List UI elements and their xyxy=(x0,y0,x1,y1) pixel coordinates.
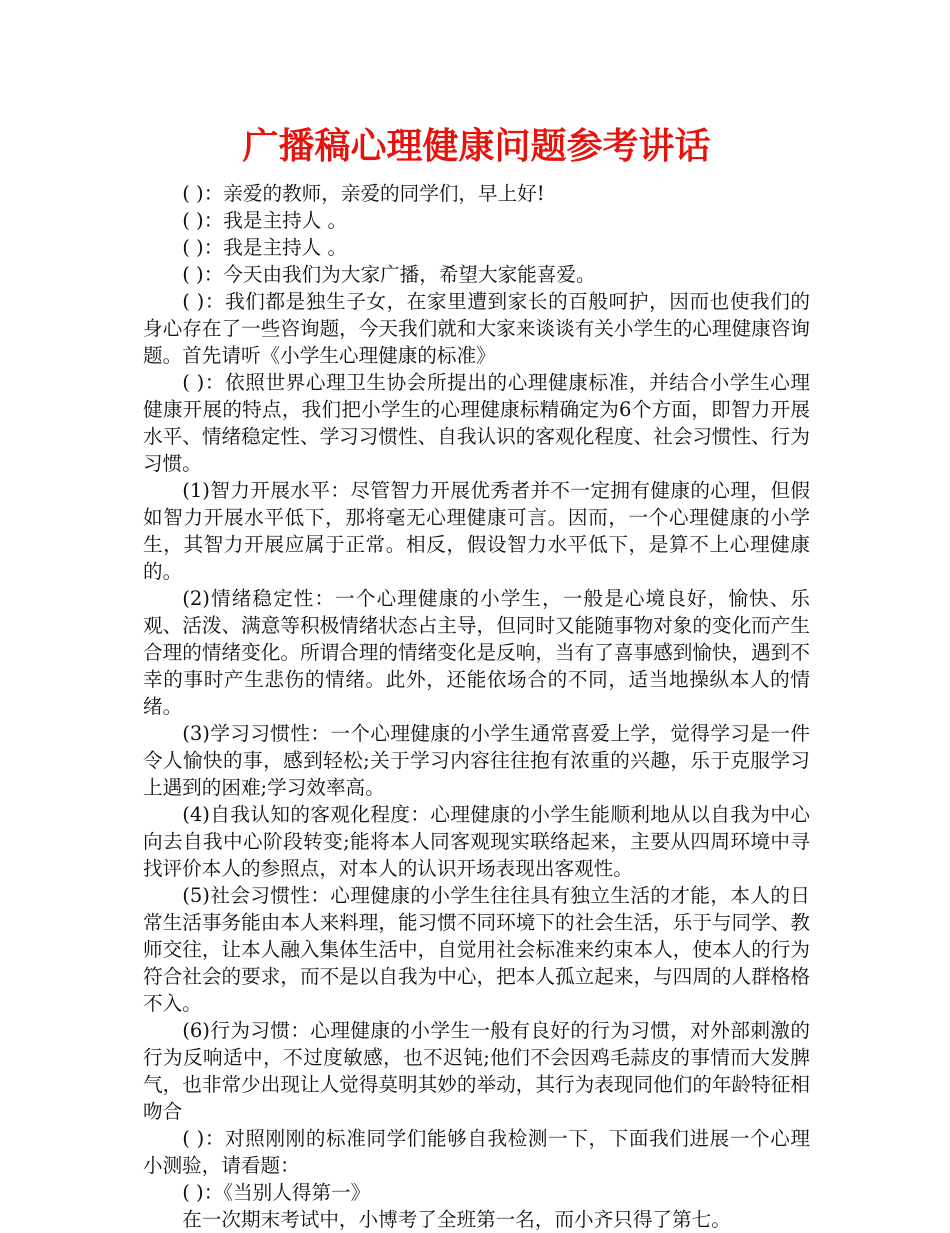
paragraph: (3)学习习惯性：一个心理健康的小学生通常喜爱上学，觉得学习是一件令人愉快的事，感到轻松;关于学习内容往往抱有浓重的兴趣，乐于克服学习上遇到的困难;学习效率高。 xyxy=(143,722,810,799)
document-title: 广播稿心理健康问题参考讲话 xyxy=(242,126,711,167)
paragraph: 在一次期末考试中，小博考了全班第一名，而小齐只得了第七。 xyxy=(182,1208,731,1231)
paragraph: (6)行为习惯：心理健康的小学生一般有良好的行为习惯，对外部刺激的行为反响适中，不过度敏感，也不迟钝;他们不会因鸡毛蒜皮的事情而大发脾气，也非常少出现让人觉得莫明其妙的举动，其行为表现同他们的年龄特征相吻合 xyxy=(143,1019,810,1123)
paragraph: ( )：依照世界心理卫生协会所提出的心理健康标准，并结合小学生心理健康开展的特点，我们把小学生的心理健康标精确定为6个方面，即智力开展水平、情绪稳定性、学习习惯性、自我认识的客观化程度、社会习惯性、行为习惯。 xyxy=(143,371,810,475)
document-body xyxy=(143,180,810,1233)
paragraph: ( )：我是主持人 。 xyxy=(182,209,348,232)
paragraph: ( )：我是主持人 。 xyxy=(182,236,348,259)
paragraph: ( )：今天由我们为大家广播，希望大家能喜爱。 xyxy=(182,263,596,286)
paragraph: ( )：我们都是独生子女，在家里遭到家长的百般呵护，因而也使我们的身心存在了一些咨询题，今天我们就和大家来谈谈有关小学生的心理健康咨询题。首先请听《小学生心理健康的标准》 xyxy=(143,290,810,367)
paragraph: (2)情绪稳定性：一个心理健康的小学生，一般是心境良好，愉快、乐观、活泼、满意等积极情绪状态占主导，但同时又能随事物对象的变化而产生合理的情绪变化。所谓合理的情绪变化是反响，当有了喜事感到愉快，遇到不幸的事时产生悲伤的情绪。此外，还能依场合的不同，适当地操纵本人的情绪。 xyxy=(143,587,810,718)
paragraph: ( )：亲爱的教师，亲爱的同学们，早上好! xyxy=(182,182,545,205)
paragraph: (1)智力开展水平：尽管智力开展优秀者并不一定拥有健康的心理，但假如智力开展水平低下，那将毫无心理健康可言。因而，一个心理健康的小学生，其智力开展应属于正常。相反，假设智力水平低下，是算不上心理健康的。 xyxy=(143,479,810,583)
paragraph: (4)自我认知的客观化程度：心理健康的小学生能顺利地从以自我为中心向去自我中心阶段转变;能将本人同客观现实联络起来，主要从四周环境中寻找评价本人的参照点，对本人的认识开场表现出客观性。 xyxy=(143,803,810,880)
paragraph: (5)社会习惯性：心理健康的小学生往往具有独立生活的才能，本人的日常生活事务能由本人来料理，能习惯不同环境下的社会生活，乐于与同学、教师交往，让本人融入集体生活中，自觉用社会标准来约束本人，使本人的行为符合社会的要求，而不是以自我为中心，把本人孤立起来，与四周的人群格格不入。 xyxy=(143,884,810,1015)
paragraph: ( )：《当别人得第一》 xyxy=(182,1181,371,1204)
paragraph: ( )：对照刚刚的标准同学们能够自我检测一下，下面我们进展一个心理小测验，请看题： xyxy=(143,1127,810,1177)
